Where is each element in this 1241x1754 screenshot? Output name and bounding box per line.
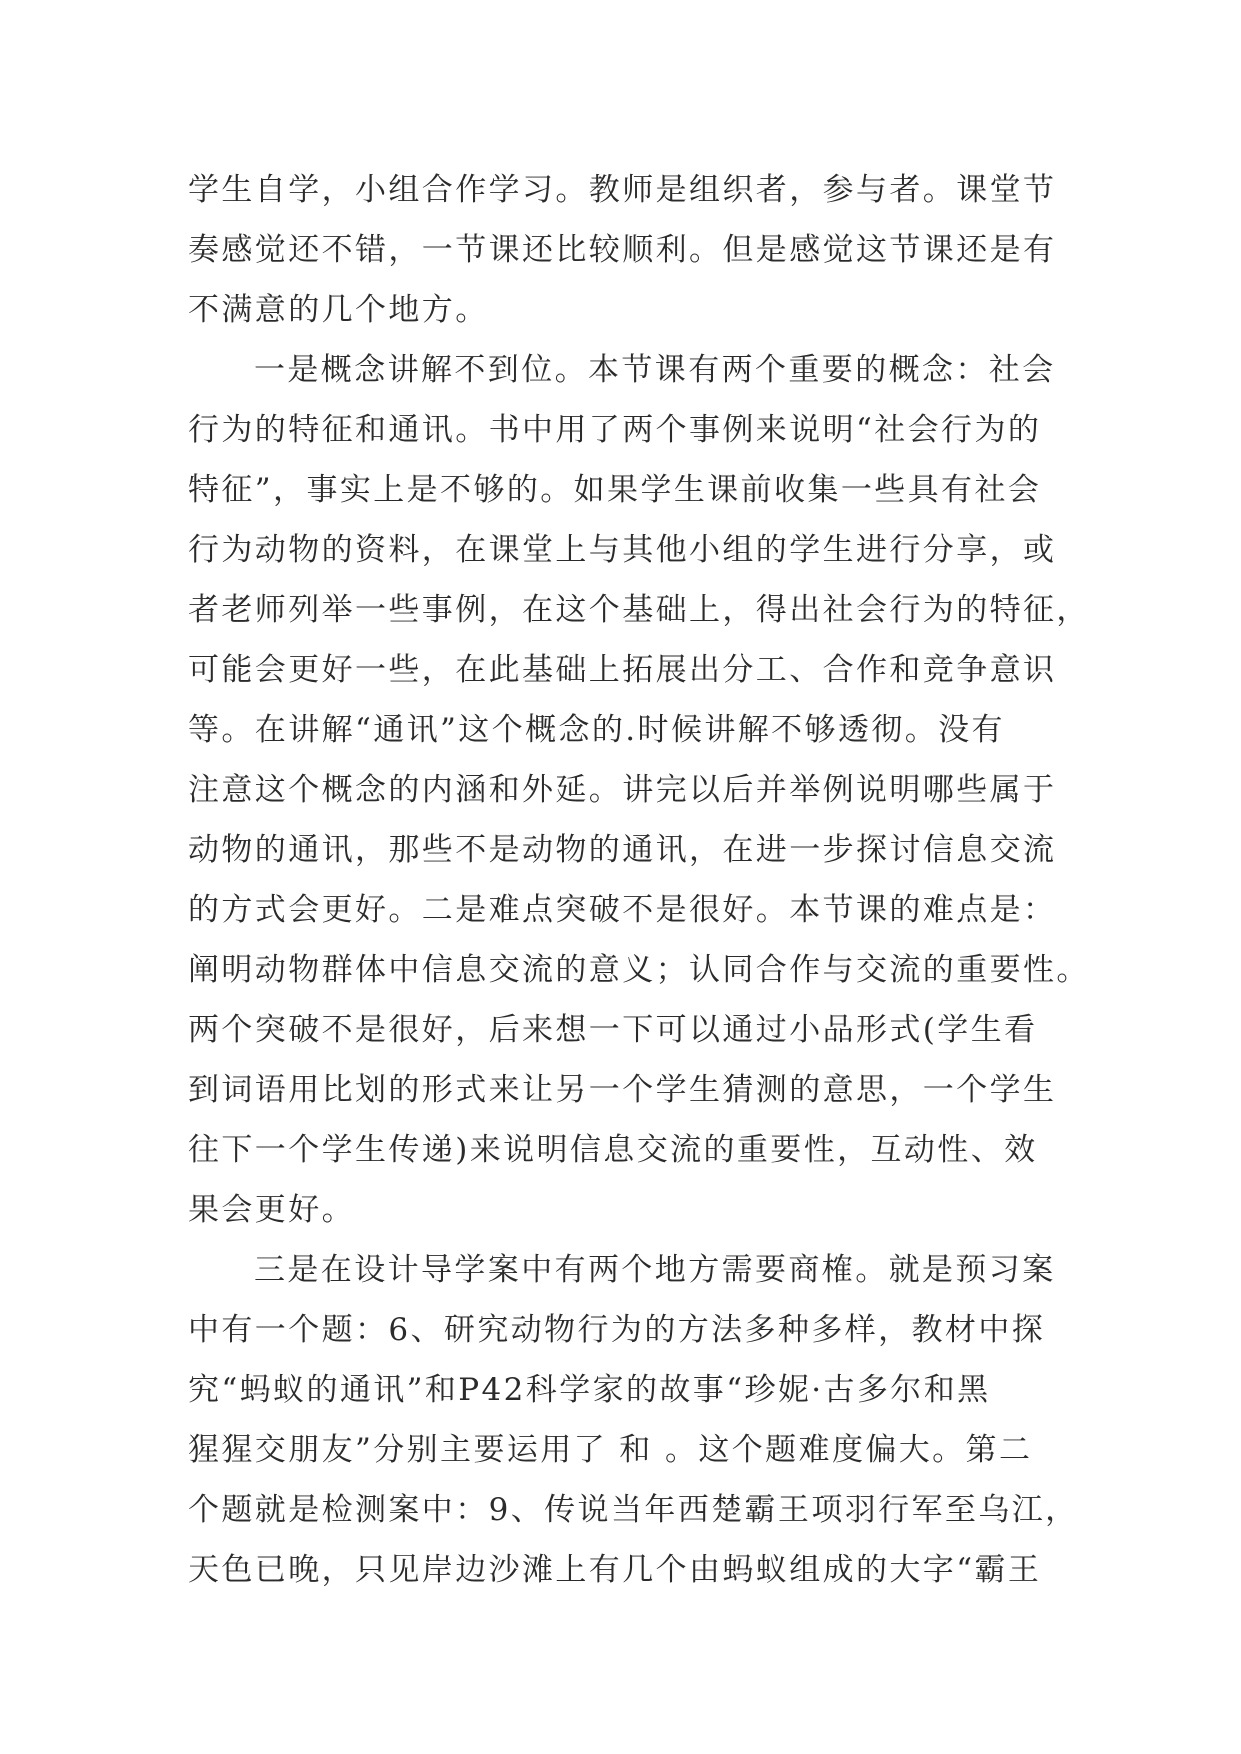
paragraph-start-line: 三是在设计导学案中有两个地方需要商榷。就是预习案	[254, 1252, 1056, 1288]
paragraph-start-line: 一是概念讲解不到位。本节课有两个重要的概念：社会	[254, 352, 1056, 388]
text-line: 动物的通讯，那些不是动物的通讯，在进一步探讨信息交流	[188, 832, 1057, 868]
text-line: 行为动物的资料，在课堂上与其他小组的学生进行分享，或	[188, 532, 1057, 568]
text-line: 的方式会更好。二是难点突破不是很好。本节课的难点是：	[188, 892, 1057, 928]
text-line: 个题就是检测案中：9、传说当年西楚霸王项羽行军至乌江，	[188, 1492, 1079, 1528]
text-line: 奏感觉还不错，一节课还比较顺利。但是感觉这节课还是有	[188, 232, 1057, 268]
text-line: 中有一个题：6、研究动物行为的方法多种多样，教材中探	[188, 1312, 1046, 1348]
text-line: 者老师列举一些事例，在这个基础上，得出社会行为的特征，	[188, 592, 1090, 628]
text-line: 不满意的几个地方。	[188, 292, 489, 328]
text-line: 特征”，事实上是不够的。如果学生课前收集一些具有社会	[188, 472, 1042, 508]
text-line: 阐明动物群体中信息交流的意义；认同合作与交流的重要性。	[188, 952, 1090, 988]
text-line: 等。在讲解“通讯”这个概念的.时候讲解不够透彻。没有	[188, 712, 1005, 748]
text-line: 究“蚂蚁的通讯”和P42科学家的故事“珍妮·古多尔和黑	[188, 1372, 991, 1408]
text-line: 两个突破不是很好，后来想一下可以通过小品形式(学生看	[188, 1012, 1038, 1048]
text-line: 到词语用比划的形式来让另一个学生猜测的意思，一个学生	[188, 1072, 1057, 1108]
body-text	[188, 160, 1090, 1600]
text-line: 果会更好。	[188, 1192, 355, 1228]
text-line: 行为的特征和通讯。书中用了两个事例来说明“社会行为的	[188, 412, 1042, 448]
text-line: 可能会更好一些，在此基础上拓展出分工、合作和竞争意识	[188, 652, 1057, 688]
text-line: 猩猩交朋友”分别主要运用了 和 。这个题难度偏大。第二	[188, 1432, 1033, 1468]
text-line: 往下一个学生传递)来说明信息交流的重要性，互动性、效	[188, 1132, 1038, 1168]
text-line: 学生自学，小组合作学习。教师是组织者，参与者。课堂节	[188, 172, 1057, 208]
text-line: 注意这个概念的内涵和外延。讲完以后并举例说明哪些属于	[188, 772, 1057, 808]
text-line: 天色已晚，只见岸边沙滩上有几个由蚂蚁组成的大字“霸王	[188, 1552, 1042, 1588]
